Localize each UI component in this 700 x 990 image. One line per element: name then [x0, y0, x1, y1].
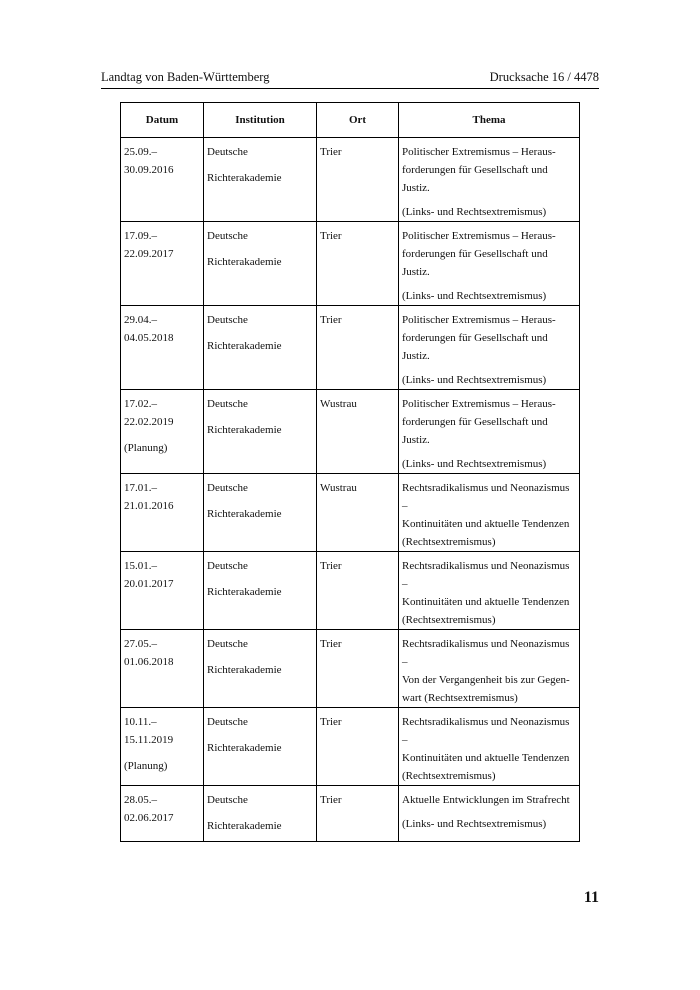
thema-cell	[399, 708, 580, 786]
table-body	[121, 138, 580, 842]
thema-line: Kontinuitäten und aktuelle Tendenzen	[402, 596, 570, 608]
institution-line-1: Deutsche	[207, 716, 248, 728]
institution-cell	[204, 474, 317, 552]
ort-cell: Wustrau	[317, 390, 399, 474]
institution-line-1: Deutsche	[207, 560, 248, 572]
institution-line-2: Richterakademie	[207, 172, 282, 184]
institution-line-1: Deutsche	[207, 230, 248, 242]
thema-line: Kontinuitäten und aktuelle Tendenzen	[402, 752, 570, 764]
thema-line: Rechtsradikalismus und Neonazismus –	[402, 638, 570, 668]
thema-line: Rechtsradikalismus und Neonazismus –	[402, 482, 570, 512]
institution-cell	[204, 138, 317, 222]
table-row	[121, 630, 580, 708]
date-start: 17.09.–	[124, 230, 157, 242]
date-cell	[121, 474, 204, 552]
table-row	[121, 390, 580, 474]
thema-line: (Rechtsextremismus)	[402, 536, 496, 548]
thema-lines	[402, 479, 576, 551]
thema-tail: (Links- und Rechtsextremismus)	[402, 206, 547, 218]
date-end: 22.02.2019	[124, 416, 174, 428]
planning-note: (Planung)	[124, 760, 168, 772]
institution-line-1: Deutsche	[207, 638, 248, 650]
planning-note: (Planung)	[124, 442, 168, 454]
institution-line-2: Richterakademie	[207, 340, 282, 352]
page-number: 11	[583, 889, 599, 906]
thema-line: Politischer Extremismus – Heraus-	[402, 314, 556, 326]
thema-line: forderungen für Gesellschaft und Justiz.	[402, 332, 548, 362]
date-cell	[121, 630, 204, 708]
institution-cell	[204, 306, 317, 390]
ort-cell: Trier	[317, 138, 399, 222]
thema-line: Kontinuitäten und aktuelle Tendenzen	[402, 518, 570, 530]
ort-cell: Trier	[317, 786, 399, 842]
institution-cell	[204, 390, 317, 474]
date-end: 21.01.2016	[124, 500, 174, 512]
institution-line-1: Deutsche	[207, 146, 248, 158]
thema-line: Aktuelle Entwicklungen im Strafrecht	[402, 794, 570, 806]
institution-cell	[204, 786, 317, 842]
table-row	[121, 552, 580, 630]
date-start: 27.05.–	[124, 638, 157, 650]
thema-line: (Rechtsextremismus)	[402, 614, 496, 626]
institution-line-1: Deutsche	[207, 398, 248, 410]
date-start: 17.02.–	[124, 398, 157, 410]
header-left: Landtag von Baden-Württemberg	[101, 70, 270, 84]
table-header-row	[121, 103, 580, 138]
thema-cell	[399, 474, 580, 552]
date-start: 15.01.–	[124, 560, 157, 572]
thema-lines	[402, 227, 576, 281]
thema-line: forderungen für Gesellschaft und Justiz.	[402, 416, 548, 446]
thema-line: (Rechtsextremismus)	[402, 770, 496, 782]
table-row	[121, 786, 580, 842]
date-cell	[121, 222, 204, 306]
institution-line-2: Richterakademie	[207, 742, 282, 754]
date-cell	[121, 306, 204, 390]
thema-lines	[402, 143, 576, 197]
thema-tail: (Links- und Rechtsextremismus)	[402, 374, 547, 386]
date-end: 30.09.2016	[124, 164, 174, 176]
table-row	[121, 138, 580, 222]
page-header	[101, 68, 599, 89]
header-right: Drucksache 16 / 4478	[489, 70, 599, 84]
date-cell	[121, 708, 204, 786]
thema-line: Von der Vergangenheit bis zur Gegen-	[402, 674, 570, 686]
institution-cell	[204, 708, 317, 786]
institution-cell	[204, 222, 317, 306]
seminar-table	[120, 102, 580, 842]
thema-line: forderungen für Gesellschaft und Justiz.	[402, 248, 548, 278]
institution-line-1: Deutsche	[207, 482, 248, 494]
thema-tail: (Links- und Rechtsextremismus)	[402, 458, 547, 470]
column-header-ort: Ort	[317, 103, 399, 138]
ort-cell: Trier	[317, 306, 399, 390]
thema-tail: (Links- und Rechtsextremismus)	[402, 290, 547, 302]
thema-lines	[402, 713, 576, 785]
date-start: 28.05.–	[124, 794, 157, 806]
institution-line-2: Richterakademie	[207, 256, 282, 268]
thema-tail: (Links- und Rechtsextremismus)	[402, 818, 547, 830]
thema-cell	[399, 306, 580, 390]
institution-line-2: Richterakademie	[207, 586, 282, 598]
thema-line: Rechtsradikalismus und Neonazismus –	[402, 560, 570, 590]
thema-line: Politischer Extremismus – Heraus-	[402, 146, 556, 158]
institution-line-1: Deutsche	[207, 794, 248, 806]
institution-line-2: Richterakademie	[207, 820, 282, 832]
date-end: 01.06.2018	[124, 656, 174, 668]
column-header-institution: Institution	[204, 103, 317, 138]
date-start: 10.11.–	[124, 716, 157, 728]
institution-line-2: Richterakademie	[207, 508, 282, 520]
date-cell	[121, 390, 204, 474]
table-row	[121, 306, 580, 390]
thema-line: forderungen für Gesellschaft und Justiz.	[402, 164, 548, 194]
thema-cell	[399, 390, 580, 474]
date-end: 04.05.2018	[124, 332, 174, 344]
date-start: 29.04.–	[124, 314, 157, 326]
institution-line-2: Richterakademie	[207, 664, 282, 676]
thema-cell	[399, 222, 580, 306]
date-cell	[121, 552, 204, 630]
thema-lines	[402, 311, 576, 365]
date-cell	[121, 786, 204, 842]
thema-lines	[402, 635, 576, 707]
date-end: 20.01.2017	[124, 578, 174, 590]
ort-cell: Trier	[317, 708, 399, 786]
thema-lines	[402, 395, 576, 449]
column-header-thema: Thema	[399, 103, 580, 138]
date-end: 15.11.2019	[124, 734, 174, 746]
thema-lines	[402, 557, 576, 629]
institution-cell	[204, 630, 317, 708]
thema-line: wart (Rechtsextremismus)	[402, 692, 518, 704]
date-end: 02.06.2017	[124, 812, 174, 824]
table-row	[121, 222, 580, 306]
ort-cell: Trier	[317, 552, 399, 630]
ort-cell: Trier	[317, 222, 399, 306]
thema-line: Rechtsradikalismus und Neonazismus –	[402, 716, 570, 746]
institution-line-1: Deutsche	[207, 314, 248, 326]
date-start: 17.01.–	[124, 482, 157, 494]
table-row	[121, 474, 580, 552]
thema-lines	[402, 791, 576, 809]
date-cell	[121, 138, 204, 222]
thema-cell	[399, 552, 580, 630]
institution-line-2: Richterakademie	[207, 424, 282, 436]
institution-cell	[204, 552, 317, 630]
thema-line: Politischer Extremismus – Heraus-	[402, 398, 556, 410]
thema-cell	[399, 138, 580, 222]
table-row	[121, 708, 580, 786]
date-end: 22.09.2017	[124, 248, 174, 260]
date-start: 25.09.–	[124, 146, 157, 158]
thema-cell	[399, 630, 580, 708]
column-header-datum: Datum	[121, 103, 204, 138]
ort-cell: Trier	[317, 630, 399, 708]
thema-cell	[399, 786, 580, 842]
ort-cell: Wustrau	[317, 474, 399, 552]
thema-line: Politischer Extremismus – Heraus-	[402, 230, 556, 242]
